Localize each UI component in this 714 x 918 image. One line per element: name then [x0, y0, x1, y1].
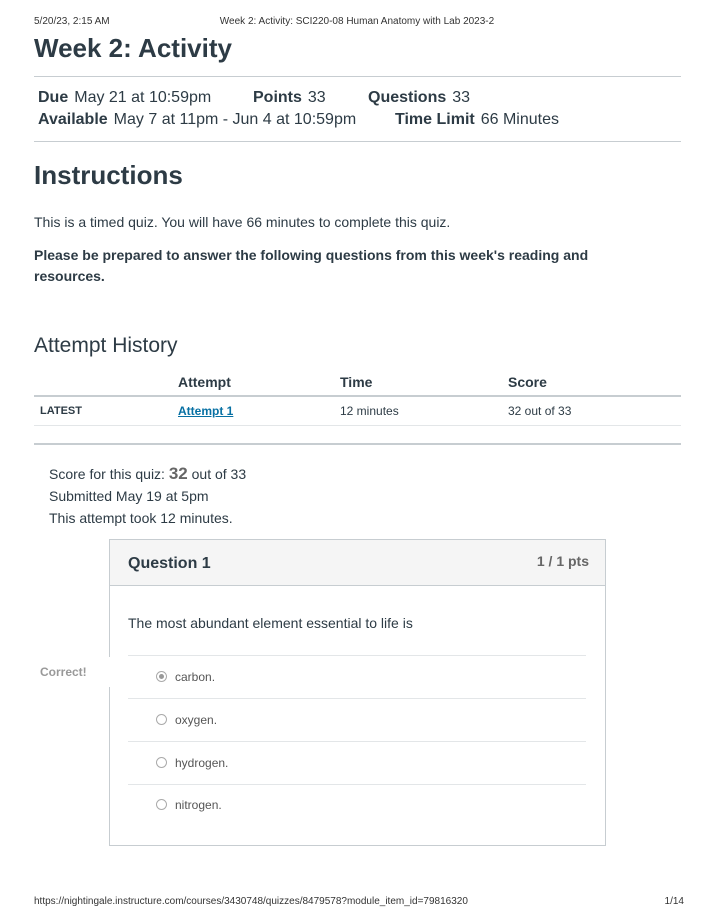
attempt-history-heading: Attempt History: [34, 334, 178, 357]
question-card: [109, 539, 606, 846]
answer-divider: [128, 698, 586, 699]
due-date: Due May 21 at 10:59pm: [38, 89, 212, 106]
latest-tag: LATEST: [40, 405, 82, 417]
page-title: Week 2: Activity: [34, 33, 232, 63]
column-header-time: Time: [340, 374, 373, 390]
answer-divider: [128, 741, 586, 742]
table-header-rule: [34, 395, 681, 397]
answer-divider: [128, 784, 586, 785]
print-date: 5/20/23, 2:15 AM: [34, 16, 110, 27]
print-title: Week 2: Activity: SCI220-08 Human Anatomy with Lab 2023-2: [219, 16, 495, 27]
print-url: https://nightingale.instructure.com/courses/3430748/quizzes/8479578?module_item_id=79816320: [34, 896, 468, 907]
instructions-heading: Instructions: [34, 160, 183, 190]
submitted-time: Submitted May 19 at 5pm: [49, 488, 209, 504]
divider: [34, 141, 681, 142]
availability: Available May 7 at 11pm - Jun 4 at 10:59pm: [38, 111, 357, 128]
radio-selected-icon[interactable]: [156, 671, 167, 682]
question-header: [110, 540, 605, 586]
attempt-link[interactable]: Attempt 1: [178, 404, 234, 418]
answer-option: oxygen.: [175, 713, 218, 727]
radio-icon[interactable]: [156, 799, 167, 810]
question-count: Questions 33: [368, 89, 471, 106]
answer-option: carbon.: [175, 670, 216, 684]
column-header-score: Score: [508, 374, 547, 390]
answer-option: nitrogen.: [175, 798, 222, 812]
answer-option: hydrogen.: [175, 756, 229, 770]
print-page-number: 1/14: [664, 896, 684, 907]
divider: [34, 443, 681, 445]
quiz-score: Score for this quiz: 32 out of 33: [49, 464, 247, 483]
answer-divider: [128, 655, 586, 656]
question-points: 1 / 1 pts: [536, 553, 589, 569]
instructions-text: This is a timed quiz. You will have 66 minutes to complete this quiz.: [34, 214, 451, 230]
instructions-note: Please be prepared to answer the following questions from this week's reading and resources.: [34, 247, 589, 284]
attempt-duration: This attempt took 12 minutes.: [49, 510, 233, 526]
attempt-time: 12 minutes: [340, 404, 399, 418]
points: Points 33: [253, 89, 326, 106]
question-title: Question 1: [128, 555, 211, 572]
radio-icon[interactable]: [156, 757, 167, 768]
attempt-score: 32 out of 33: [508, 404, 572, 418]
column-header-attempt: Attempt: [178, 374, 231, 390]
correct-indicator: Correct!: [36, 657, 114, 687]
radio-icon[interactable]: [156, 714, 167, 725]
divider: [34, 76, 681, 77]
table-row-rule: [34, 425, 681, 426]
question-text: The most abundant element essential to life is: [128, 615, 413, 631]
score-value: 32: [168, 464, 188, 483]
time-limit: Time Limit 66 Minutes: [395, 111, 559, 128]
